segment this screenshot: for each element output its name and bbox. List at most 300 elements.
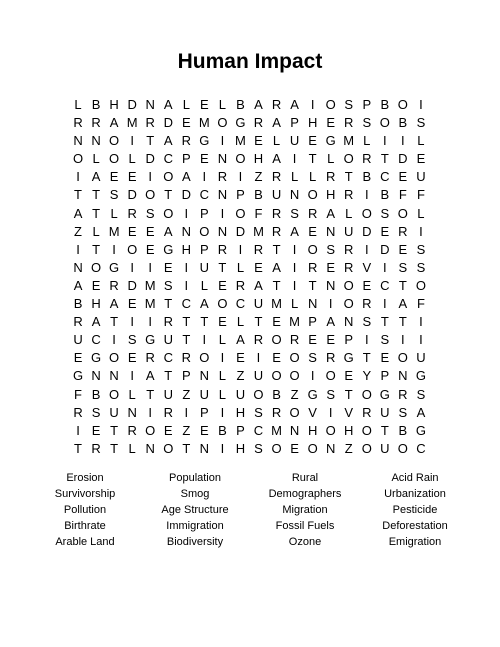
grid-letter: B [380, 187, 390, 203]
grid-letter: I [76, 169, 80, 185]
grid-letter: A [236, 332, 245, 348]
grid-letter: F [398, 187, 407, 203]
grid-letter: T [254, 314, 263, 330]
grid-letter: I [148, 259, 153, 275]
grid-row [69, 313, 430, 331]
grid-letter: C [416, 440, 426, 456]
grid-letter: U [416, 169, 426, 185]
grid-letter: O [397, 350, 408, 366]
grid-letter: I [130, 133, 134, 149]
grid-letter: N [145, 97, 155, 112]
grid-row [69, 349, 430, 367]
grid-letter: P [236, 422, 245, 438]
grid-letter: V [362, 259, 372, 275]
grid-letter: L [309, 169, 317, 185]
grid-letter: I [383, 133, 387, 149]
grid-letter: T [272, 277, 281, 293]
grid-letter: I [202, 169, 207, 185]
grid-letter: P [362, 97, 372, 112]
grid-letter: R [344, 259, 354, 275]
grid-letter: E [73, 350, 83, 366]
grid-letter: R [344, 187, 354, 203]
grid-letter: E [398, 241, 408, 257]
grid-letter: H [109, 97, 119, 112]
grid-letter: S [362, 314, 372, 330]
grid-letter: E [362, 277, 372, 293]
word-row [0, 486, 500, 502]
grid-letter: M [235, 133, 246, 149]
grid-letter: R [127, 422, 137, 438]
grid-letter: O [199, 350, 210, 366]
grid-letter: R [307, 205, 318, 221]
grid-letter: I [364, 187, 369, 203]
grid-letter: A [290, 223, 299, 239]
grid-letter: G [199, 133, 210, 149]
grid-letter: A [398, 296, 408, 312]
grid-letter: M [108, 223, 120, 239]
grid-letter: I [256, 350, 261, 366]
word-row [0, 534, 500, 550]
grid-letter: O [307, 440, 318, 456]
grid-letter: G [379, 386, 390, 402]
grid-letter: U [344, 223, 354, 239]
grid-letter: I [130, 368, 134, 384]
grid-letter: O [271, 368, 282, 384]
grid-letter: I [310, 97, 315, 112]
grid-letter: I [148, 314, 153, 330]
grid-letter: O [163, 205, 174, 221]
grid-letter: Z [290, 386, 299, 402]
grid-letter: R [145, 350, 155, 366]
grid-letter: F [416, 296, 425, 312]
grid-letter: A [109, 115, 119, 131]
grid-letter: H [307, 422, 318, 438]
grid-letter: A [91, 169, 101, 185]
grid-letter: E [290, 440, 299, 456]
grid-letter: I [184, 277, 189, 293]
grid-letter: N [127, 404, 137, 420]
grid-letter: P [200, 404, 209, 420]
grid-letter: I [184, 205, 189, 221]
grid-letter: A [326, 314, 336, 330]
grid-letter: I [364, 332, 369, 348]
grid-row [69, 404, 430, 422]
grid-letter: T [92, 205, 101, 221]
grid-letter: T [380, 314, 389, 330]
word-item: Migration [282, 504, 328, 516]
grid-letter: I [419, 97, 423, 112]
grid-letter: A [73, 277, 83, 293]
grid-letter: E [91, 277, 101, 293]
word-item: Acid Rain [391, 472, 439, 484]
grid-letter: R [271, 169, 282, 185]
grid-letter: O [145, 187, 156, 203]
grid-letter: T [272, 241, 281, 257]
grid-letter: T [380, 422, 389, 438]
grid-letter: N [91, 133, 101, 149]
grid-letter: I [383, 296, 387, 312]
grid-letter: R [217, 241, 228, 257]
grid-letter: R [163, 404, 173, 420]
grid-letter: L [417, 133, 425, 149]
puzzle-title: Human Impact [177, 50, 323, 73]
grid-letter: L [92, 151, 100, 167]
grid-letter: E [91, 422, 101, 438]
grid-letter: A [326, 205, 336, 221]
grid-letter: S [326, 241, 336, 257]
grid-letter: A [254, 97, 263, 112]
grid-letter: N [73, 259, 83, 275]
word-item: Rural [291, 472, 319, 484]
grid-letter: T [182, 332, 191, 348]
grid-letter: R [73, 314, 83, 330]
grid-letter: T [398, 277, 407, 293]
grid-letter: R [289, 332, 300, 348]
grid-letter: R [362, 296, 372, 312]
grid-letter: O [271, 332, 282, 348]
grid-letter: B [254, 187, 263, 203]
grid-letter: G [343, 350, 354, 366]
grid-letter: T [308, 151, 317, 167]
grid-letter: O [325, 97, 336, 112]
grid-letter: Z [74, 223, 82, 239]
grid-letter: S [254, 404, 263, 420]
grid-letter: O [289, 404, 300, 420]
grid-letter: O [253, 386, 264, 402]
grid-letter: A [200, 296, 209, 312]
grid-letter: G [235, 115, 246, 131]
grid-letter: G [325, 133, 336, 149]
grid-letter: L [128, 386, 136, 402]
grid-letter: Y [362, 368, 372, 384]
grid-letter: S [398, 404, 408, 420]
grid-letter: S [416, 259, 426, 275]
grid-letter: B [398, 422, 408, 438]
grid-letter: S [254, 440, 263, 456]
grid-letter: P [181, 368, 191, 384]
grid-letter: N [398, 368, 408, 384]
grid-letter: N [217, 151, 228, 167]
grid-letter: V [308, 404, 317, 420]
grid-letter: E [127, 296, 137, 312]
grid-letter: O [361, 386, 372, 402]
grid-letter: O [325, 422, 336, 438]
grid-letter: E [218, 314, 227, 330]
grid-letter: E [308, 223, 317, 239]
grid-letter: R [253, 115, 264, 131]
grid-letter: L [128, 440, 136, 456]
grid-letter: N [325, 440, 336, 456]
grid-letter: L [218, 97, 227, 112]
grid-letter: B [91, 97, 101, 112]
grid-letter: I [328, 296, 333, 312]
grid-letter: N [325, 277, 336, 293]
grid-letter: I [419, 223, 423, 239]
grid-letter: I [112, 332, 116, 348]
word-item: Pollution [63, 504, 107, 516]
word-item: Emigration [388, 536, 442, 548]
grid-letter: C [163, 151, 173, 167]
grid-letter: O [127, 241, 138, 257]
grid-letter: T [110, 440, 119, 456]
grid-letter: B [73, 296, 83, 312]
grid-letter: S [127, 332, 137, 348]
grid-letter: O [379, 115, 390, 131]
grid-letter: T [308, 277, 317, 293]
word-item: Population [169, 472, 221, 484]
grid-letter: S [398, 259, 408, 275]
grid-letter: U [253, 296, 264, 312]
grid-row [69, 168, 430, 186]
grid-letter: O [415, 277, 426, 293]
grid-letter: T [146, 386, 155, 402]
grid-row [69, 331, 430, 349]
grid-letter: C [163, 350, 173, 366]
word-item: Deforestation [382, 520, 448, 532]
word-item: Ozone [288, 536, 322, 548]
grid-letter: S [380, 332, 390, 348]
grid-letter: A [163, 133, 173, 149]
grid-letter: S [308, 350, 317, 366]
grid-letter: A [163, 223, 173, 239]
grid-letter: F [416, 187, 425, 203]
grid-letter: H [307, 115, 318, 131]
grid-letter: O [397, 440, 408, 456]
grid-letter: O [163, 440, 174, 456]
grid-letter: P [308, 314, 317, 330]
grid-letter: E [145, 241, 155, 257]
grid-letter: O [91, 259, 102, 275]
grid-letter: G [415, 368, 426, 384]
grid-letter: N [91, 368, 101, 384]
grid-letter: S [163, 277, 173, 293]
grid-letter: T [182, 440, 191, 456]
grid-letter: S [362, 115, 372, 131]
grid-letter: U [253, 368, 264, 384]
grid-letter: D [127, 277, 137, 293]
grid-letter: O [343, 151, 354, 167]
grid-letter: L [290, 169, 299, 185]
grid-letter: S [109, 187, 119, 203]
grid-letter: P [236, 187, 245, 203]
grid-letter: L [218, 332, 227, 348]
grid-letter: N [109, 368, 119, 384]
grid-letter: O [109, 151, 120, 167]
grid-letter: T [92, 241, 101, 257]
word-item: Age Structure [161, 504, 229, 516]
grid-letter: T [164, 368, 173, 384]
grid-letter: R [271, 205, 282, 221]
grid-letter: G [415, 422, 426, 438]
grid-letter: H [325, 187, 336, 203]
grid-letter: E [416, 151, 426, 167]
grid-letter: O [72, 151, 84, 167]
word-item: Pesticide [392, 504, 438, 516]
grid-letter: M [289, 314, 300, 330]
grid-letter: S [145, 205, 155, 221]
grid-letter: I [292, 259, 297, 275]
grid-letter: I [292, 241, 297, 257]
grid-letter: P [181, 151, 191, 167]
grid-letter: S [416, 115, 426, 131]
grid-letter: M [271, 422, 282, 438]
grid-row [69, 96, 430, 114]
grid-letter: U [271, 187, 282, 203]
grid-letter: N [73, 133, 83, 149]
grid-letter: T [164, 187, 173, 203]
grid-letter: D [362, 223, 372, 239]
grid-letter: A [181, 169, 191, 185]
grid-letter: S [380, 205, 390, 221]
grid-letter: R [73, 404, 83, 420]
grid-letter: M [343, 133, 355, 149]
grid-letter: I [328, 404, 333, 420]
grid-letter: A [254, 277, 263, 293]
grid-letter: R [271, 97, 282, 112]
grid-letter: E [254, 133, 263, 149]
grid-letter: P [290, 115, 299, 131]
grid-letter: G [307, 386, 318, 402]
grid-letter: S [290, 205, 299, 221]
grid-letter: D [127, 97, 137, 112]
grid-letter: I [364, 241, 369, 257]
grid-letter: L [272, 133, 281, 149]
grid-letter: O [271, 440, 282, 456]
grid-letter: B [91, 386, 101, 402]
grid-letter: R [91, 440, 101, 456]
grid-row [69, 367, 430, 385]
grid-letter: O [325, 368, 336, 384]
grid-letter: R [181, 350, 191, 366]
grid-letter: E [127, 350, 137, 366]
grid-letter: I [220, 205, 225, 221]
grid-letter: O [235, 151, 246, 167]
grid-row [69, 386, 430, 404]
grid-letter: O [217, 115, 228, 131]
grid-letter: I [220, 404, 225, 420]
grid-letter: E [344, 368, 354, 384]
grid-letter: T [110, 422, 119, 438]
grid-letter: R [325, 350, 336, 366]
grid-letter: D [398, 151, 408, 167]
grid-letter: R [398, 386, 408, 402]
grid-letter: E [236, 350, 245, 366]
word-row [0, 518, 500, 534]
grid-letter: P [200, 205, 209, 221]
grid-letter: N [199, 368, 210, 384]
letter-grid [69, 96, 430, 458]
word-item: Arable Land [55, 536, 115, 548]
grid-row [69, 150, 430, 168]
grid-letter: D [163, 115, 173, 131]
grid-letter: O [289, 350, 300, 366]
grid-letter: H [91, 296, 101, 312]
grid-letter: L [218, 368, 227, 384]
word-item: Immigration [166, 520, 224, 532]
grid-row [69, 241, 430, 259]
grid-letter: A [272, 151, 281, 167]
grid-letter: I [76, 241, 80, 257]
grid-letter: C [181, 296, 191, 312]
grid-letter: L [182, 97, 190, 112]
grid-letter: I [148, 404, 153, 420]
grid-letter: L [74, 97, 82, 112]
grid-letter: Z [236, 368, 245, 384]
grid-letter: O [199, 223, 210, 239]
grid-letter: R [91, 115, 101, 131]
grid-letter: B [398, 115, 408, 131]
grid-letter: E [200, 151, 209, 167]
grid-letter: V [344, 404, 354, 420]
grid-letter: N [307, 296, 318, 312]
grid-letter: U [199, 386, 210, 402]
grid-row [69, 132, 430, 150]
grid-letter: E [308, 133, 317, 149]
grid-letter: E [254, 259, 263, 275]
grid-letter: H [235, 440, 246, 456]
grid-letter: U [199, 259, 210, 275]
grid-letter: H [235, 404, 246, 420]
grid-letter: G [163, 241, 174, 257]
grid-letter: I [220, 133, 225, 149]
grid-letter: O [163, 169, 174, 185]
grid-letter: I [130, 314, 134, 330]
grid-letter: O [397, 97, 408, 112]
grid-letter: A [416, 404, 426, 420]
grid-letter: E [109, 169, 119, 185]
word-item: Urbanization [384, 488, 446, 500]
grid-letter: T [110, 314, 119, 330]
grid-letter: O [343, 277, 354, 293]
grid-letter: N [289, 187, 300, 203]
grid-letter: R [344, 241, 354, 257]
grid-letter: B [218, 422, 227, 438]
grid-letter: L [92, 223, 100, 239]
grid-letter: I [202, 332, 207, 348]
grid-letter: A [290, 97, 299, 112]
grid-letter: U [163, 386, 173, 402]
grid-letter: R [271, 223, 282, 239]
grid-letter: S [416, 241, 426, 257]
grid-letter: Z [344, 440, 353, 456]
grid-letter: E [218, 277, 227, 293]
grid-letter: E [326, 332, 336, 348]
grid-letter: G [72, 368, 84, 384]
grid-letter: U [380, 440, 390, 456]
grid-letter: T [92, 187, 101, 203]
grid-letter: N [217, 187, 228, 203]
grid-letter: R [217, 169, 228, 185]
grid-letter: P [380, 368, 390, 384]
grid-letter: N [181, 223, 191, 239]
grid-letter: I [184, 259, 189, 275]
grid-letter: N [199, 440, 210, 456]
grid-letter: I [76, 422, 80, 438]
grid-letter: N [289, 422, 300, 438]
grid-letter: O [109, 133, 120, 149]
grid-letter: E [380, 350, 390, 366]
grid-letter: N [217, 223, 228, 239]
word-item: Biodiversity [166, 536, 224, 548]
grid-letter: L [290, 296, 299, 312]
grid-letter: L [110, 205, 118, 221]
grid-letter: T [362, 350, 371, 366]
grid-row [69, 277, 430, 295]
grid-letter: U [380, 404, 390, 420]
grid-letter: R [307, 259, 318, 275]
grid-letter: O [235, 205, 246, 221]
grid-letter: E [326, 259, 336, 275]
